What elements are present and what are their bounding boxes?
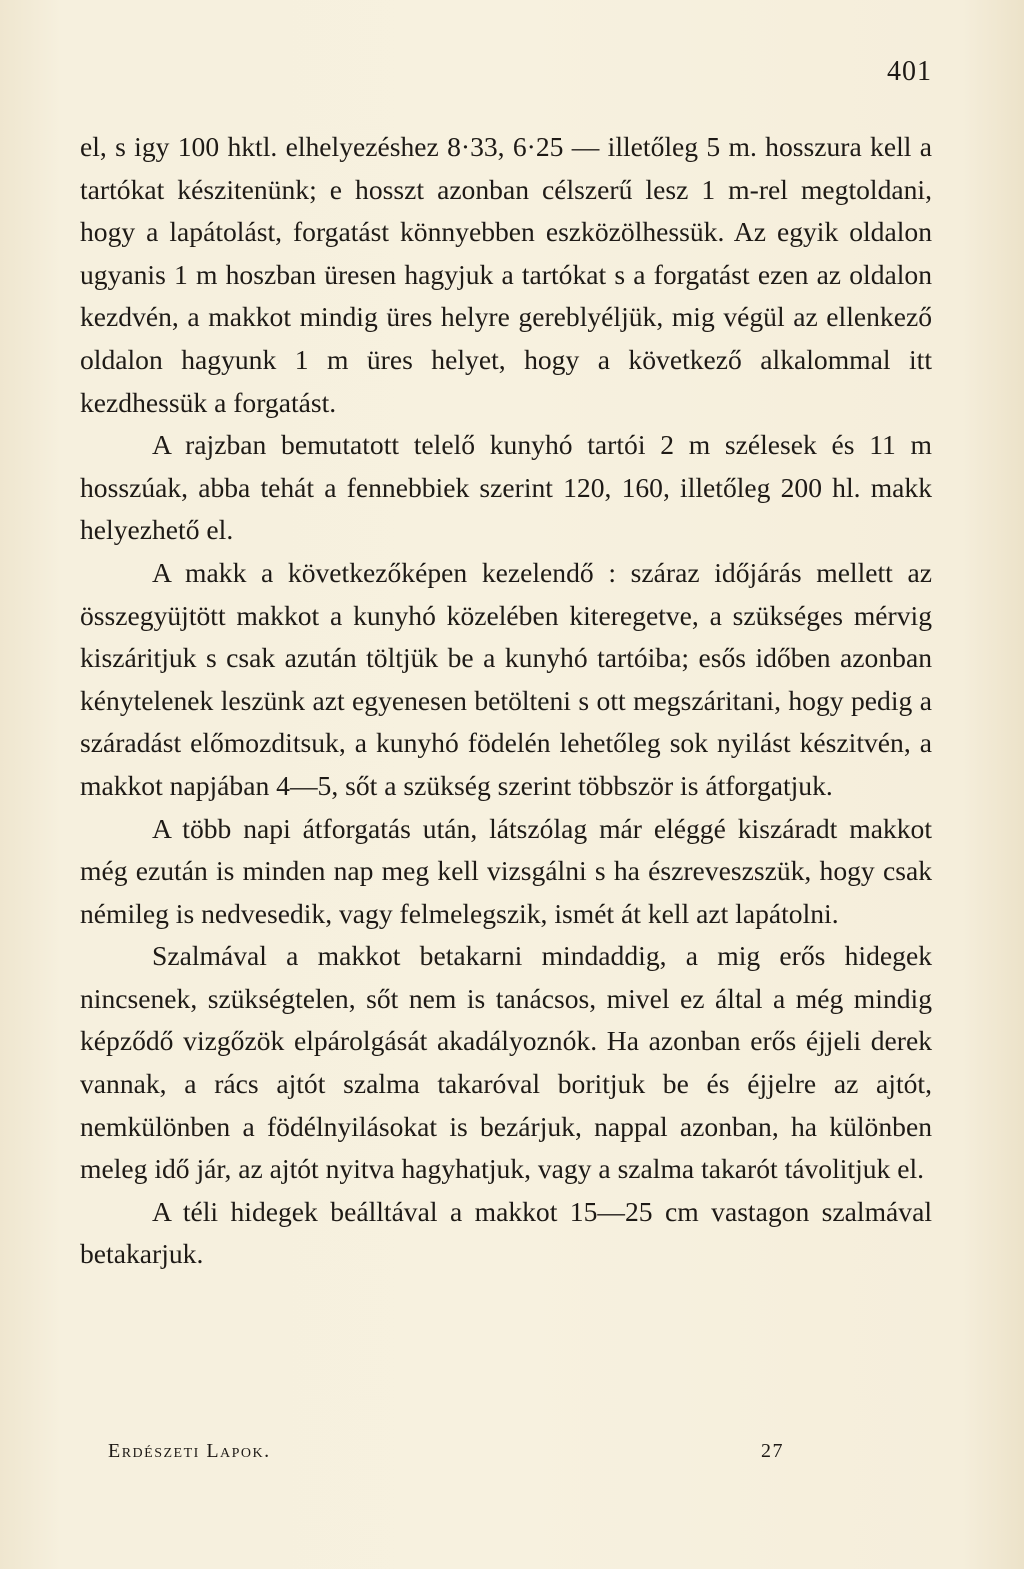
paragraph-2: A rajzban bemutatott telelő kunyhó tartói 2 m szélesek és 11 m hosszúak, abba tehát a fennebbiek szerint 120, 160, illetőleg 200 hl. makk helyezhető el. bbox=[80, 429, 932, 546]
paragraph-1: el, s igy 100 hktl. elhelyezéshez 8·33, 6·25 — illetőleg 5 m. hosszura kell a tartókat készitenünk; e hosszt azonban célszerű lesz 1 m-rel megtoldani, hogy a lapátolást, forgatást könnyebben eszközölhessük. Az egyik oldalon ugyanis 1 m hoszban üresen hagyjuk a tartókat s a forgatást ezen az oldalon kezdvén, a makkot mindig üres helyre gereblyéljük, mig végül az ellenkező oldalon hagyunk 1 m üres helyet, hogy a következő alkalommal itt kezdhessük a forgatást. bbox=[80, 131, 932, 418]
paragraph-4: A több napi átforgatás után, látszólag már eléggé kiszáradt makkot még ezután is minden nap meg kell vizsgálni s ha észreveszszük, hogy csak némileg is nedvesedik, vagy felmelegszik, ismét át kell azt lapátolni. bbox=[80, 812, 932, 929]
body-text bbox=[80, 126, 932, 1276]
paragraph-6: A téli hidegek beálltával a makkot 15—25 cm vastagon szalmával betakarjuk. bbox=[80, 1195, 932, 1270]
sheet-number: 27 bbox=[761, 1440, 784, 1462]
journal-title: Erdészeti Lapok. bbox=[108, 1440, 271, 1462]
page-number: 401 bbox=[887, 56, 932, 87]
paragraph-5: Szalmával a makkot betakarni mindaddig, a mig erős hidegek nincsenek, szükségtelen, sőt nem is tanácsos, mivel ez által a még mindig képződő vizgőzök elpárolgását akadályoznók. Ha azonban erős éjjeli derek vannak, a rács ajtót szalma takaróval boritjuk be és éjjelre az ajtót, nemkülönben a födélnyilásokat is bezárjuk, nappal azonban, ha különben meleg idő jár, az ajtót nyitva hagyhatjuk, vagy a szalma takarót távolitjuk el. bbox=[80, 940, 932, 1185]
paragraph-3: A makk a következőképen kezelendő : száraz időjárás mellett az összegyüjtött makkot a kunyhó közelében kiteregetve, a szükséges mérvig kiszáritjuk s csak azután töltjük be a kunyhó tartóiba; esős időben azonban kénytelenek leszünk azt egyenesen betölteni s ott megszáritani, hogy pedig a száradást előmozditsuk, a kunyhó födelén lehetőleg sok nyilást készitvén, a makkot napjában 4—5, sőt a szükség szerint többször is átforgatjuk. bbox=[80, 556, 932, 801]
page-footer bbox=[108, 1440, 784, 1463]
